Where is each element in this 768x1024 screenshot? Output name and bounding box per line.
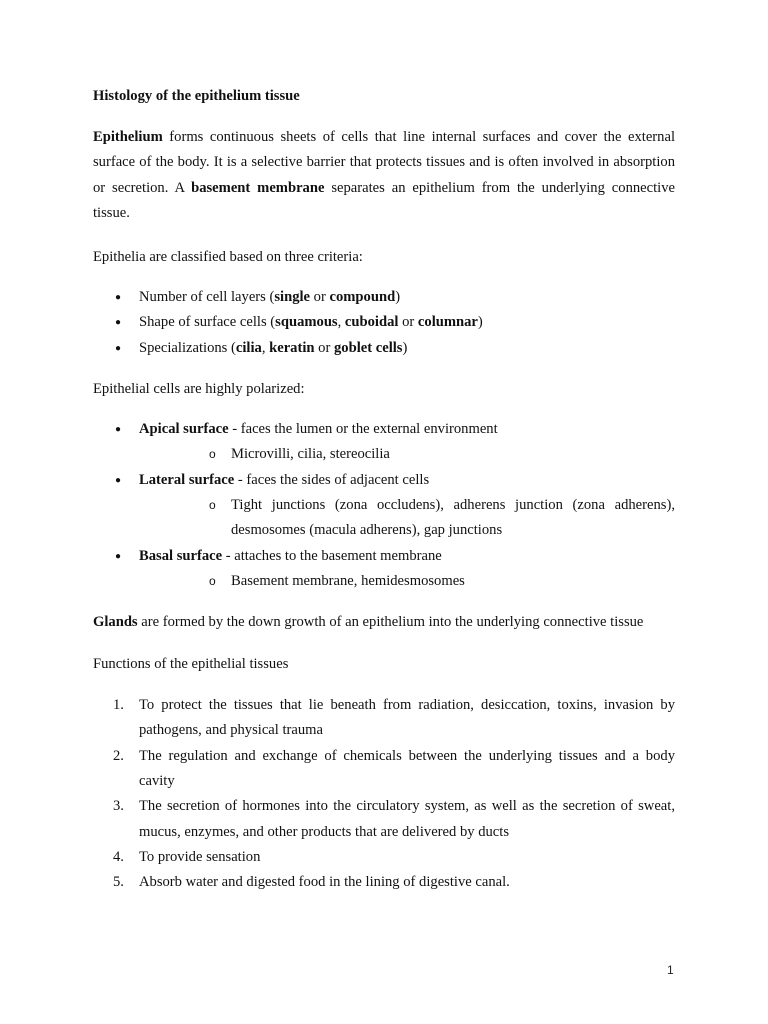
intro-text-2: separates an epithelium from the underlying connective tissue.	[93, 179, 676, 221]
document-title: Histology of the epithelium tissue	[93, 88, 300, 104]
polarity-heading: Epithelial cells are highly polarized:	[93, 381, 305, 398]
list-item: 5. Absorb water and digested food in the lining of digestive canal.	[113, 874, 510, 891]
bullet-icon: ●	[115, 424, 122, 436]
list-item: 4. To provide sensation	[113, 848, 261, 865]
criteria-heading: Epithelia are classified based on three criteria:	[93, 249, 363, 266]
bullet-icon: ●	[115, 292, 122, 304]
list-item: 2. The regulation and exchange of chemicals between the underlying tissues and a body cavity	[113, 747, 675, 790]
sub-list-item: o Microvilli, cilia, stereocilia	[139, 442, 675, 467]
page-number: 1	[667, 963, 674, 977]
sub-list-item: o Tight junctions (zona occludens), adherens junction (zona adherens), desmosomes (macula adherens), gap junctions	[139, 493, 675, 544]
list-item: ● Number of cell layers (single or compound)	[93, 285, 675, 310]
glands-paragraph: Glands are formed by the down growth of an epithelium into the underlying connective tissue	[93, 614, 644, 631]
polarity-list	[93, 417, 675, 594]
lateral-surface-term: Lateral surface	[139, 471, 235, 488]
list-item: ● Shape of surface cells (squamous, cuboidal or columnar)	[93, 310, 675, 335]
document-body	[93, 85, 675, 896]
glands-term: Glands	[93, 614, 138, 631]
bullet-icon: ●	[115, 474, 122, 486]
sub-list-item: o Basement membrane, hemidesmosomes	[139, 569, 675, 594]
functions-heading: Functions of the epithelial tissues	[93, 656, 289, 673]
circle-bullet-icon: o	[209, 573, 216, 588]
apical-surface-term: Apical surface	[139, 421, 229, 438]
epithelium-term: Epithelium	[93, 129, 163, 145]
bullet-icon: ●	[115, 342, 122, 354]
basement-membrane-term: basement membrane	[191, 179, 325, 196]
intro-paragraph	[93, 125, 675, 226]
list-item: ● Lateral surface - faces the sides of adjacent cells o Tight junctions (zona occludens), adherens junction (zona adherens), desmosomes (macula adherens), gap junctions	[93, 468, 675, 544]
list-item: 1. To protect the tissues that lie beneath from radiation, desiccation, toxins, invasion by pathogens, and physical trauma	[113, 697, 675, 739]
list-item: 3. The secretion of hormones into the circulatory system, as well as the secretion of sweat, mucus, enzymes, and other products that are delivered by ducts	[113, 798, 675, 840]
bullet-icon: ●	[115, 317, 122, 329]
bullet-icon: ●	[115, 550, 122, 562]
list-item: ● Apical surface - faces the lumen or the external environment o Microvilli, cilia, stereocilia	[93, 417, 675, 468]
functions-list	[93, 693, 675, 895]
circle-bullet-icon: o	[209, 447, 216, 462]
criteria-list	[93, 285, 675, 361]
circle-bullet-icon: o	[209, 497, 216, 512]
intro-text-1: forms continuous sheets of cells that line internal surfaces and cover the external surface of the body. It is a selective barrier that protects tissues and is often involved in absorption or secretion. A	[93, 129, 675, 196]
basal-surface-term: Basal surface	[139, 547, 223, 564]
list-item: ● Basal surface - attaches to the basement membrane o Basement membrane, hemidesmosomes	[93, 544, 675, 595]
list-item: ● Specializations (cilia, keratin or goblet cells)	[93, 336, 675, 361]
